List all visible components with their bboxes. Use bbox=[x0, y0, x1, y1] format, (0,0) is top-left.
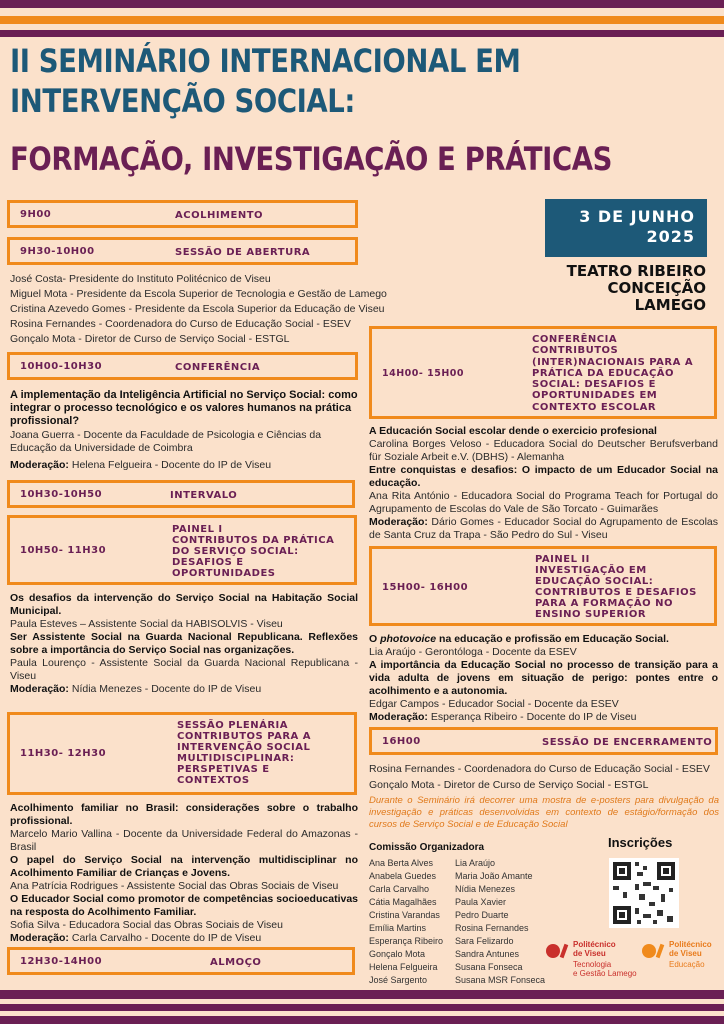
closing-speaker: Rosina Fernandes - Coordenadora do Curso de Educação Social - ESEV bbox=[369, 763, 710, 775]
logo-line: e Gestão Lamego bbox=[573, 969, 637, 978]
moderation-label: Moderação: bbox=[10, 683, 69, 695]
committee-member: Cristina Varandas bbox=[369, 910, 440, 920]
date-year: 2025 bbox=[646, 227, 695, 246]
session-painel-1 bbox=[7, 515, 357, 585]
label-line: MULTIDISCIPLINAR: bbox=[177, 753, 295, 764]
moderation-label: Moderação: bbox=[10, 932, 69, 944]
moderation-name: Nídia Menezes - Docente do IP de Viseu bbox=[68, 683, 262, 695]
politecnico-logo-icon bbox=[545, 942, 571, 960]
talk-title-part: O bbox=[369, 633, 381, 645]
talk-title-italic: photovoice bbox=[380, 633, 437, 645]
talk-title: A importância da Educação Social no processo de transição para a vida adulta de jovens em situação de perigo: pontes entre o acolhimento e a autonomia. bbox=[369, 659, 718, 697]
title-line-1: II SEMINÁRIO INTERNACIONAL EM bbox=[10, 42, 521, 80]
moderation-name: Carla Carvalho - Docente do IP de Viseu bbox=[68, 932, 262, 944]
opening-speaker: Gonçalo Mota - Diretor de Curso de Serviço Social - ESTGL bbox=[10, 333, 290, 345]
talk-title: Ser Assistente Social na Guarda Nacional Republicana. Reflexões sobre a importância do Serviço Social nas organizações. bbox=[10, 631, 358, 656]
session-label bbox=[535, 554, 697, 620]
session-label bbox=[177, 720, 311, 786]
talk-speaker: Paula Esteves – Assistente Social da HABISOLVIS - Viseu bbox=[10, 618, 283, 630]
label-line: CONTEXTO ESCOLAR bbox=[532, 401, 657, 413]
logo-line: Educação bbox=[669, 960, 705, 969]
label-line: CONFERÊNCIA bbox=[532, 334, 618, 345]
session-time: 9H00 bbox=[20, 208, 52, 220]
label-line: ENSINO SUPERIOR bbox=[535, 609, 647, 620]
session-acolhimento bbox=[7, 200, 358, 228]
opening-speaker: José Costa- Presidente do Instituto Politécnico de Viseu bbox=[10, 273, 271, 285]
closing-speaker: Gonçalo Mota - Diretor de Curso de Serviço Social - ESTGL bbox=[369, 779, 649, 791]
moderation-label: Moderação: bbox=[10, 459, 69, 471]
committee-member: Sandra Antunes bbox=[455, 949, 520, 959]
conference-speaker: Joana Guerra - Docente da Faculdade de Psicologia e Ciências da Educação da Universidade de Coimbra bbox=[10, 429, 322, 454]
bottom-stripe-3 bbox=[0, 1004, 724, 1011]
label-line: EDUCAÇÃO SOCIAL: bbox=[535, 576, 654, 587]
label-line: PERSPETIVAS E bbox=[177, 764, 270, 775]
label-line: DO SERVIÇO SOCIAL: bbox=[172, 546, 299, 557]
session-label: CONFERÊNCIA bbox=[175, 362, 261, 373]
opening-speaker: Cristina Azevedo Gomes - Presidente da Escola Superior da Educação de Viseu bbox=[10, 303, 385, 315]
committee-member: José Sargento bbox=[369, 975, 428, 985]
label-line: INTERVENÇÃO SOCIAL bbox=[177, 742, 311, 753]
talk-title bbox=[369, 633, 718, 646]
session-intervalo bbox=[7, 480, 355, 508]
talk-speaker: Sofia Silva - Educadora Social das Obras Sociais de Viseu bbox=[10, 919, 283, 931]
logo-line: de Viseu bbox=[669, 949, 702, 958]
politecnico-logo-icon bbox=[641, 942, 667, 960]
session-time: 10H00-10H30 bbox=[20, 360, 103, 372]
committee-member: Pedro Duarte bbox=[455, 910, 509, 920]
session-abertura bbox=[7, 237, 358, 265]
label-line: SOCIAL: DESAFIOS E bbox=[532, 379, 656, 391]
closing-speakers bbox=[369, 761, 721, 793]
talk-speaker: Ana Patrícia Rodrigues - Assistente Social das Obras Sociais de Viseu bbox=[10, 880, 339, 892]
session-time: 14H00- 15H00 bbox=[382, 368, 465, 379]
session-time: 16H00 bbox=[382, 735, 421, 747]
panel-moderation bbox=[10, 683, 358, 696]
date-day: 3 DE JUNHO bbox=[579, 207, 695, 226]
talk-title: O papel do Serviço Social na intervenção multidisciplinar no Acolhimento Familiar de Crianças e Jovens. bbox=[10, 854, 358, 879]
session-conferencia bbox=[7, 352, 358, 380]
conference-title: A implementação da Inteligência Artificial no Serviço Social: como integrar o processo tecnológico e os valores humanos na prática profissional? bbox=[10, 389, 358, 427]
session-label: INTERVALO bbox=[170, 490, 238, 501]
moderation-label: Moderação: bbox=[369, 516, 428, 528]
talk-speaker: Paula Lourenço - Assistente Social da Guarda Nacional Republicana - Viseu bbox=[10, 657, 358, 682]
event-date bbox=[545, 199, 707, 257]
venue-line: TEATRO RIBEIRO bbox=[566, 262, 706, 280]
label-line: CONTEXTOS bbox=[177, 775, 250, 786]
bottom-stripe-1 bbox=[0, 990, 724, 999]
committee-member: Rosina Fernandes bbox=[455, 923, 529, 933]
committee-member: Sara Felizardo bbox=[455, 936, 514, 946]
venue-line: CONCEIÇÃO bbox=[607, 279, 706, 297]
session-label: ALMOÇO bbox=[210, 957, 262, 968]
registration-qr-code[interactable] bbox=[609, 858, 679, 928]
conference-2-talks bbox=[369, 425, 718, 542]
qr-icon bbox=[609, 858, 679, 928]
talk-speaker: Edgar Campos - Educador Social - Docente da ESEV bbox=[369, 698, 619, 710]
committee-member: Susana MSR Fonseca bbox=[455, 975, 546, 985]
session-painel-2 bbox=[369, 546, 717, 626]
committee-col-1 bbox=[369, 857, 459, 987]
moderation-name: Esperança Ribeiro - Docente do IP de Viseu bbox=[427, 711, 637, 723]
logo-line: Politécnico bbox=[669, 940, 712, 949]
top-stripe-3 bbox=[0, 16, 724, 24]
logo-text bbox=[669, 940, 724, 969]
bottom-stripe-5 bbox=[0, 1016, 724, 1024]
session-time: 12H30-14H00 bbox=[20, 955, 103, 967]
conference-moderation bbox=[10, 459, 360, 472]
label-line: SESSÃO PLENÁRIA bbox=[177, 720, 289, 731]
session-time: 11H30- 12H30 bbox=[20, 748, 107, 759]
label-line: DESAFIOS E bbox=[172, 557, 244, 568]
committee-member: Emília Martins bbox=[369, 923, 427, 933]
logo-line: Politécnico bbox=[573, 940, 616, 949]
top-stripe-1 bbox=[0, 0, 724, 8]
talk-title-part: na educação e profissão em Educação Social. bbox=[436, 633, 669, 645]
label-line: PAINEL II bbox=[535, 554, 590, 565]
committee-member: Maria João Amante bbox=[455, 871, 533, 881]
title-line-2: INTERVENÇÃO SOCIAL: bbox=[10, 82, 355, 120]
moderation-name: Dário Gomes - Educador Social do Agrupamento de Escolas de Santa Cruz da Trapa - São Pedro do Sul - Viseu bbox=[369, 516, 718, 541]
session-conferencia-2 bbox=[369, 326, 717, 419]
committee-member: Lia Araújo bbox=[455, 858, 496, 868]
talk-title: O Educador Social como promotor de competências socioeducativas na resposta do Acolhimento Familiar. bbox=[10, 893, 358, 918]
label-line: PAINEL I bbox=[172, 524, 223, 535]
top-stripe-2 bbox=[0, 8, 724, 16]
eposter-note: Durante o Seminário irá decorrer uma mostra de e-posters para divulgação da investigação e práticas desenvolvidas em contexto de estágio/formação dos cursos de Serviço Social e de Educação Social bbox=[369, 795, 719, 830]
committee-member: Ana Berta Alves bbox=[369, 858, 434, 868]
talk-speaker: Carolina Borges Veloso - Educadora Social do Deutscher Berufsverband für Soziale Arbeit e.V. (DBHS) - Alemanha bbox=[369, 438, 718, 463]
session-label: ACOLHIMENTO bbox=[175, 210, 264, 221]
committee-col-2 bbox=[455, 857, 555, 987]
session-time: 15H00- 16H00 bbox=[382, 582, 469, 593]
venue-line: LAMEGO bbox=[634, 296, 706, 314]
top-stripe-5 bbox=[0, 30, 724, 37]
logo-line: Tecnologia bbox=[573, 960, 612, 969]
panel-2-talks bbox=[369, 633, 718, 724]
session-almoco bbox=[7, 947, 355, 975]
talk-title: Os desafios da intervenção do Serviço Social na Habitação Social Municipal. bbox=[10, 592, 358, 617]
title-line-3: FORMAÇÃO, INVESTIGAÇÃO E PRÁTICAS bbox=[10, 140, 612, 178]
committee-member: Susana Fonseca bbox=[455, 962, 523, 972]
committee-member: Cátia Magalhães bbox=[369, 897, 437, 907]
moderation-name: Helena Felgueira - Docente do IP de Viseu bbox=[68, 459, 272, 471]
panel-1-talks bbox=[10, 592, 358, 696]
registration-title: Inscrições bbox=[608, 835, 673, 850]
plenary-talks bbox=[10, 802, 358, 945]
label-line: CONTRIBUTOS DA PRÁTICA bbox=[172, 535, 335, 546]
event-venue bbox=[540, 263, 706, 314]
session-label: SESSÃO DE ENCERRAMENTO bbox=[542, 737, 713, 748]
label-line: CONTRIBUTOS PARA A bbox=[177, 731, 312, 742]
talk-speaker: Marcelo Mario Vallina - Docente da Universidade Federal do Amazonas - Brasil bbox=[10, 828, 358, 853]
committee-member: Esperança Ribeiro bbox=[369, 936, 444, 946]
opening-speaker: Miguel Mota - Presidente da Escola Superior de Tecnologia e Gestão de Lamego bbox=[10, 288, 387, 300]
logo-line: de Viseu bbox=[573, 949, 606, 958]
committee-member: Carla Carvalho bbox=[369, 884, 430, 894]
label-line: OPORTUNIDADES bbox=[172, 568, 276, 579]
committee-title: Comissão Organizadora bbox=[369, 842, 485, 853]
label-line: CONTRIBUTOS E DESAFIOS bbox=[535, 587, 697, 598]
session-time: 9H30-10H00 bbox=[20, 245, 95, 257]
session-time: 10H30-10H50 bbox=[20, 488, 103, 500]
committee-member: Paula Xavier bbox=[455, 897, 507, 907]
session-time: 10H50- 11H30 bbox=[20, 545, 107, 556]
session-plenaria bbox=[7, 712, 357, 795]
conference-2-moderation bbox=[369, 516, 718, 542]
talk-title: Acolhimento familiar no Brasil: considerações sobre o trabalho profissional. bbox=[10, 802, 358, 827]
opening-speaker: Rosina Fernandes - Coordenadora do Curso de Educação Social - ESEV bbox=[10, 318, 351, 330]
talk-title: A Educación Social escolar dende o exercicio profesional bbox=[369, 425, 657, 437]
session-encerramento bbox=[369, 727, 718, 755]
committee-member: Anabela Guedes bbox=[369, 871, 437, 881]
opening-list bbox=[10, 272, 430, 347]
talk-title: Entre conquistas e desafios: O impacto de um Educador Social na educação. bbox=[369, 464, 718, 489]
label-line: PRÁTICA DA EDUCAÇÃO bbox=[532, 367, 675, 379]
session-label bbox=[172, 524, 334, 579]
talk-speaker: Ana Rita António - Educadora Social do Programa Teach for Portugal do Agrupamento de Escolas do Vale de São Torcato - Guimarães bbox=[369, 490, 718, 515]
panel-2-moderation bbox=[369, 711, 718, 724]
label-line: OPORTUNIDADES EM bbox=[532, 390, 658, 402]
committee-member: Gonçalo Mota bbox=[369, 949, 426, 959]
label-line: CONTRIBUTOS bbox=[532, 345, 619, 357]
talk-speaker: Lia Araújo - Gerontóloga - Docente da ESEV bbox=[369, 646, 577, 658]
label-line: (INTER)NACIONAIS PARA A bbox=[532, 356, 694, 368]
committee-member: Helena Felgueira bbox=[369, 962, 438, 972]
moderation-label: Moderação: bbox=[369, 711, 428, 723]
label-line: PARA A FORMAÇÃO NO bbox=[535, 598, 673, 609]
label-line: INVESTIGAÇÃO EM bbox=[535, 565, 647, 576]
session-label bbox=[532, 334, 693, 413]
session-label: SESSÃO DE ABERTURA bbox=[175, 247, 311, 258]
conference-block bbox=[10, 389, 360, 472]
committee-member: Nídia Menezes bbox=[455, 884, 516, 894]
plenary-moderation bbox=[10, 932, 358, 945]
